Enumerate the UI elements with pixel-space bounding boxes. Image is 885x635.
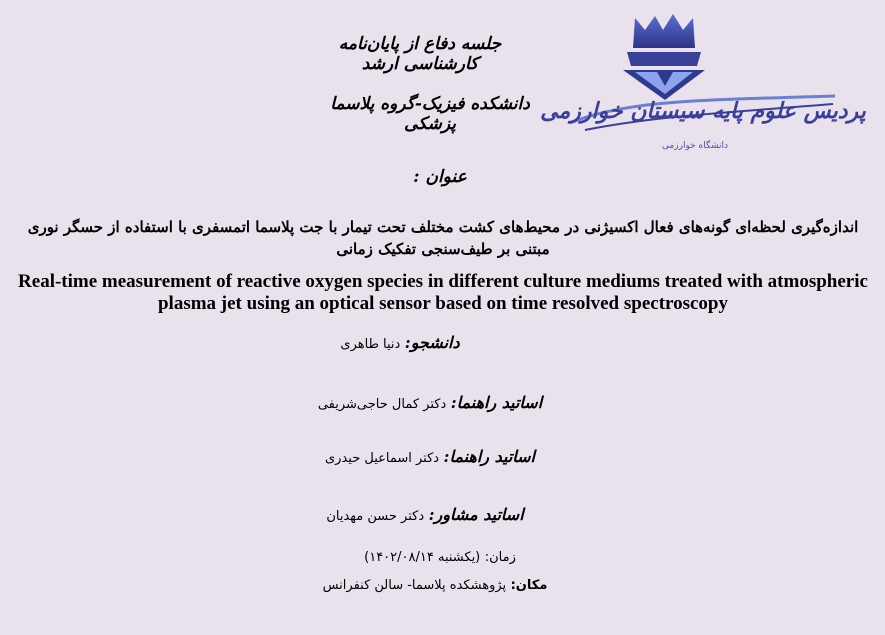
header-faculty: دانشکده فیزیک-گروه پلاسما پزشکی [330, 94, 530, 134]
advisor-label: اساتید مشاور: [428, 505, 524, 524]
advisor-name: دکتر حسن مهدیان [326, 509, 425, 524]
place-label: مکان: [510, 578, 548, 593]
student-row [300, 333, 500, 352]
supervisor-name-2: دکتر اسماعیل حیدری [325, 451, 440, 466]
supervisor-name-1: دکتر کمال حاجی‌شریفی [317, 397, 447, 412]
time-row [320, 549, 560, 565]
supervisor-row-1 [300, 393, 560, 412]
supervisor-label-1: اساتید راهنما: [450, 393, 543, 412]
time-label: زمان: [484, 550, 516, 565]
title-label: عنوان : [413, 167, 467, 187]
logo-sub-text: دانشگاه خوارزمی [661, 141, 729, 151]
thesis-title-persian: اندازه‌گیری لحظه‌ای گونه‌های فعال اکسیژنی در محیط‌های کشت مختلف تحت تیمار با جت پلاسما اتمسفری با استفاده از حسگر نوری مبتنی بر طیف‌سنجی تفکیک زمانی [27, 218, 859, 258]
supervisor-label-2: اساتید راهنما: [443, 447, 535, 466]
place-value: پژوهشکده پلاسما- سالن کنفرانس [322, 578, 507, 593]
place-row [300, 577, 570, 593]
university-logo [540, 8, 866, 158]
header-defense-title: جلسه دفاع از پایان‌نامه کارشناسی ارشد [338, 34, 502, 74]
time-value: (یکشنبه ۱۴۰۲/۰۸/۱۴) [364, 550, 481, 565]
advisor-row [300, 505, 550, 524]
student-label: دانشجو: [404, 333, 460, 352]
supervisor-row-2 [300, 447, 560, 466]
student-name: دنیا طاهری [340, 337, 401, 352]
thesis-title-english: Real-time measurement of reactive oxygen species in different culture mediums treated with atmospheric plasma jet using an optical sensor based on time resolved spectroscopy [18, 271, 868, 314]
logo-emblem-icon [540, 8, 866, 158]
logo-script-text: پردیس علوم پایه سیستان خوارزمی [540, 98, 866, 124]
